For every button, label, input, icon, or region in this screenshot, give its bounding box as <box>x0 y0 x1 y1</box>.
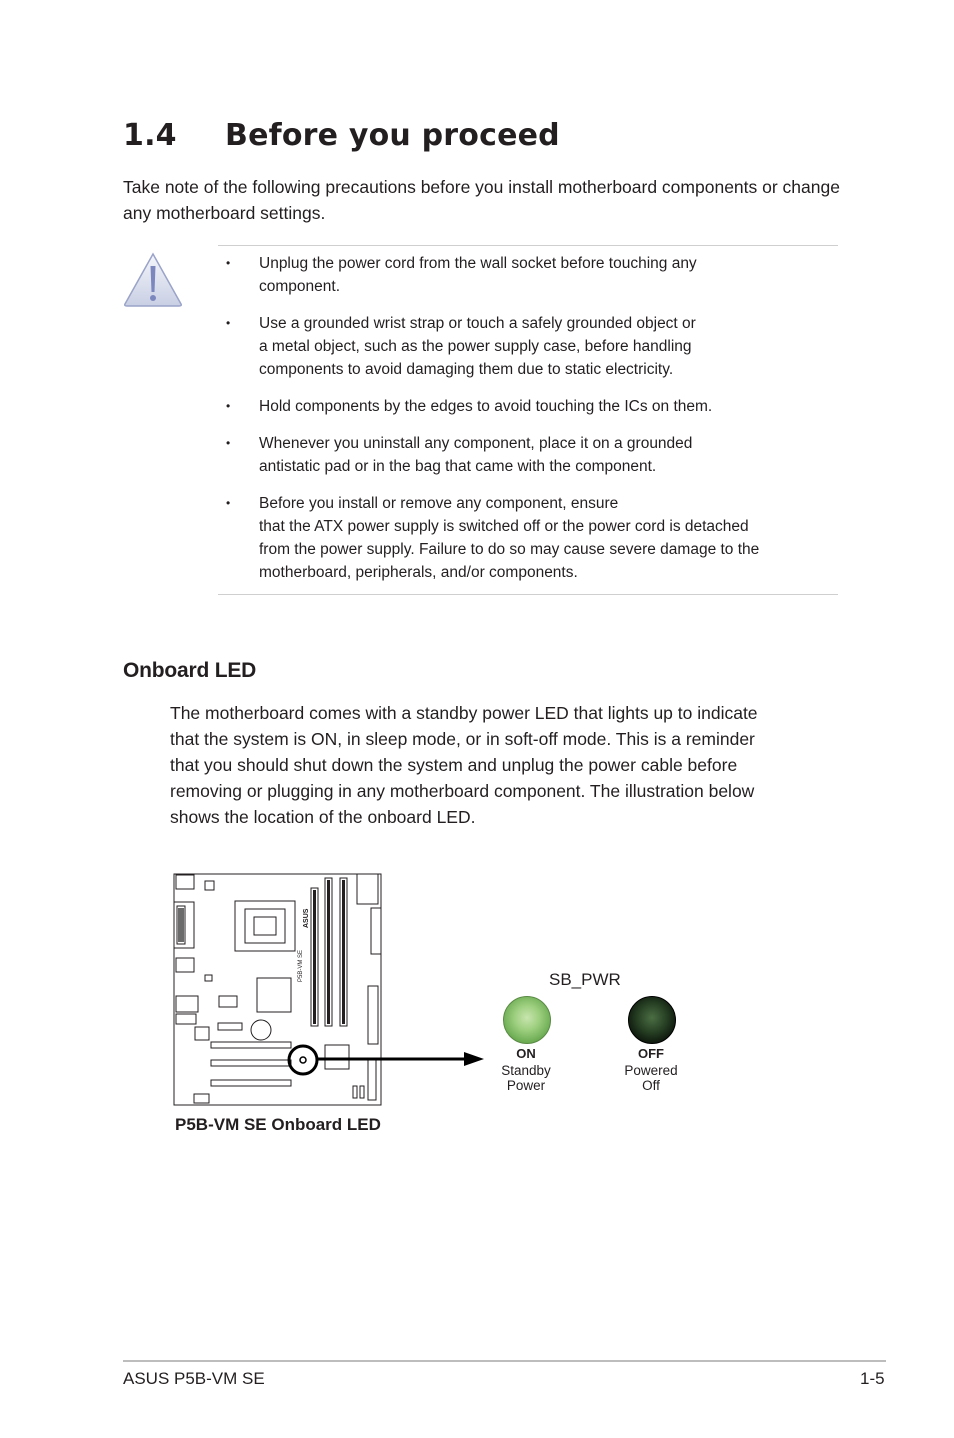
led-on-description: Standby Power <box>501 1063 551 1093</box>
caution-item-line: components to avoid damaging them due to static electricity. <box>259 361 674 378</box>
led-on-indicator <box>503 996 551 1044</box>
bullet-dot: • <box>226 256 231 270</box>
caution-item <box>218 432 838 478</box>
paragraph-line: The motherboard comes with a standby power LED that lights up to indicate <box>170 703 758 723</box>
caution-item-line: from the power supply. Failure to do so may cause severe damage to the <box>259 541 760 558</box>
bullet-dot: • <box>226 436 231 450</box>
onboard-led-heading: Onboard LED <box>123 659 257 682</box>
led-on-state-label: ON <box>516 1046 536 1061</box>
caution-item-line: motherboard, peripherals, and/or components. <box>259 564 578 581</box>
led-pointer-arrow <box>318 1050 486 1070</box>
paragraph-line: shows the location of the onboard LED. <box>170 807 476 827</box>
caution-item-line: Hold components by the edges to avoid touching the ICs on them. <box>259 398 713 415</box>
figure-caption: P5B-VM SE Onboard LED <box>175 1115 381 1134</box>
footer-page-number: 1-5 <box>860 1369 885 1388</box>
section-number: 1.4 <box>123 118 177 153</box>
caution-list <box>218 252 838 598</box>
caution-item-line: Use a grounded wrist strap or touch a safely grounded object or <box>259 315 696 332</box>
caution-item <box>218 312 838 381</box>
led-off-state-label: OFF <box>638 1046 664 1061</box>
bullet-dot: • <box>226 399 231 413</box>
caution-bottom-rule <box>218 594 838 595</box>
paragraph-line: that the system is ON, in sleep mode, or in soft-off mode. This is a reminder <box>170 729 755 749</box>
bullet-dot: • <box>226 496 231 510</box>
footer-product-name: ASUS P5B-VM SE <box>123 1369 265 1388</box>
caution-item-line: component. <box>259 278 340 295</box>
led-off-indicator <box>628 996 676 1044</box>
caution-item-line: Before you install or remove any component, ensure <box>259 495 619 512</box>
led-name-label: SB_PWR <box>549 970 621 989</box>
caution-item <box>218 492 838 584</box>
section-title: Before you proceed <box>225 118 560 153</box>
board-model-label: P5B-VM SE <box>298 949 304 982</box>
led-location-circle <box>289 1046 317 1074</box>
caution-item-line: Whenever you uninstall any component, place it on a grounded <box>259 435 693 452</box>
board-logo: ASUS <box>303 908 310 928</box>
paragraph-line: that you should shut down the system and unplug the power cable before <box>170 755 738 775</box>
caution-top-rule <box>218 245 838 246</box>
caution-item-line: that the ATX power supply is switched off or the power cord is detached <box>259 518 749 535</box>
caution-item-line: a metal object, such as the power supply case, before handling <box>259 338 692 355</box>
onboard-led-paragraph <box>170 700 850 830</box>
led-off-description: Powered Off <box>624 1063 678 1093</box>
caution-triangle-icon <box>123 252 183 308</box>
footer-rule <box>123 1360 886 1362</box>
paragraph-line: removing or plugging in any motherboard component. The illustration below <box>170 781 755 801</box>
caution-item <box>218 395 838 418</box>
caution-item <box>218 252 838 298</box>
caution-item-line: antistatic pad or in the bag that came with the component. <box>259 458 657 475</box>
intro-paragraph: Take note of the following precautions before you install motherboard components or change any motherboard settings. <box>123 177 840 223</box>
caution-item-line: Unplug the power cord from the wall socket before touching any <box>259 255 697 272</box>
bullet-dot: • <box>226 316 231 330</box>
motherboard-diagram <box>172 872 384 1108</box>
